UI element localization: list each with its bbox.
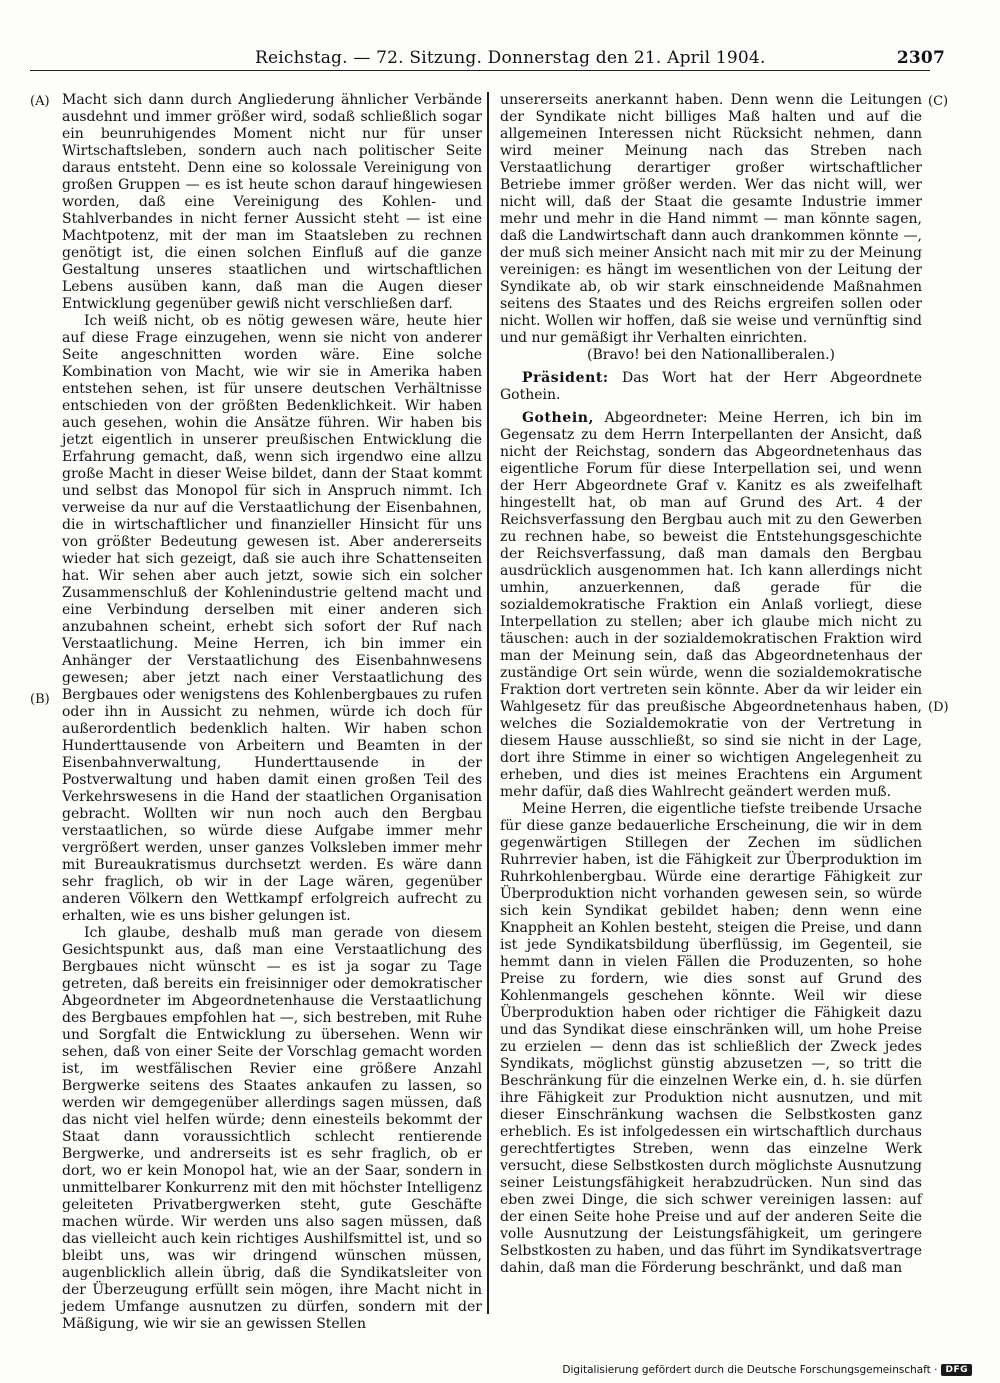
gothein-speech: [500, 410, 922, 801]
margin-mark-c: (C): [928, 94, 949, 109]
paragraph: Ich weiß nicht, ob es nötig gewesen wäre, heute hier auf diese Frage einzugehen, wenn sie nicht von anderer Seite angeschnitten worden wäre. Eine solche Kombination von Macht, wie wir sie in Amerika haben entstehen sehen, ist für unsere deutschen Verhältnisse entschieden von der größten Bedenklichkeit. Wir haben auch gesehen, wohin die Ansätze führen. Wir haben bis jetzt eigentlich in unserer preußischen Entwicklung die Erfahrung gemacht, daß, wenn sich irgendwo eine allzu große Macht in dieser Weise bildet, dann der Staat kommt und selbst das Monopol für sich in Anspruch nimmt. Ich verweise da nur auf die Verstaatlichung der Eisenbahnen, die in wirtschaftlicher und finanzieller Hinsicht für uns von größter Bedeutung gewesen ist. Aber andererseits wieder hat sich gezeigt, daß sie auch ihre Schattenseiten hat. Wir sehen aber auch jetzt, sowie sich ein solcher Zusammenschluß der Kohlenindustrie geltend macht und eine Verbindung derselben mit einer anderen sich anzubahnen scheint, erhebt sich sofort der Ruf nach Verstaatlichung. Meine Herren, ich bin immer ein Anhänger der Verstaatlichung des Eisenbahnwesens gewesen; aber jetzt nach einer Verstaatlichung des Bergbaues oder wenigstens des Kohlenbergbaues zu rufen oder ihn in Aussicht zu nehmen, würde ich doch für außerordentlich bedenklich halten. Wir haben schon Hunderttausende von Arbeitern und Beamten in der Eisenbahnverwaltung, Hunderttausende in der Postverwaltung und haben damit einen großen Teil des Verkehrswesens in die Hand der staatlichen Organisation gebracht. Wollten wir nun noch auch den Bergbau verstaatlichen, so würde diese Aufgabe immer mehr vergrößert werden, unser ganzes Volksleben immer mehr mit Bureaukratismus durchsetzt werden. Es wäre dann sehr fraglich, ob wir in der Lage wären, gegenüber anderen Völkern den Wettkampf erfolgreich aufrecht zu erhalten, wie es uns bisher gelungen ist.: [62, 313, 482, 924]
paragraph: Macht sich dann durch Angliederung ähnlicher Verbände ausdehnt und immer größer wird, sodaß schließlich sogar ein beunruhigendes Moment nicht nur für unser Wirtschaftsleben, sondern auch nach politischer Seite daraus entsteht. Denn eine so kolossale Vereinigung von großen Gruppen — es ist heute schon darauf hingewiesen worden, daß eine Vereinigung des Kohlen- und Stahlverbandes in nicht ferner Aussicht steht — ist eine Machtpotenz, mit der man im Staatsleben zu rechnen genötigt ist, die einen solchen Einfluß auf die ganze Gestaltung unseres staatlichen und wirtschaftlichen Lebens ausüben kann, daß man die Augen dieser Entwicklung gegenüber gewiß nicht verschließen darf.: [62, 92, 482, 312]
paragraph: Meine Herren, die eigentliche tiefste treibende Ursache für diese ganze bedauerliche Erscheinung, die wir in dem gegenwärtigen Stillegen der Zechen im südlichen Ruhrrevier haben, ist die Fähigkeit zur Überproduktion im Ruhrkohlenbergbau. Würde eine derartige Fähigkeit zur Überproduktion nicht vorhanden gewesen sein, so würde sich kein Syndikat gebildet haben; denn wenn eine Knappheit an Kohlen besteht, steigen die Preise, und dann ist jede Syndikatsbildung überflüssig, im Gegenteil, sie hemmt dann in vielen Fällen die Produzenten, so hohe Preise zu fordern, wie dies sonst auf Grund des Kohlenmangels geschehen könnte. Weil wir diese Überproduktion haben oder richtiger die Fähigkeit dazu und das Syndikat diese einschränken will, um hohe Preise zu erzielen — denn das ist schließlich der Zweck jedes Syndikats, möglichst günstig abzusetzen —, so tritt die Beschränkung für die einzelnen Werke ein, d. h. sie dürfen ihre Fähigkeit zur Produktion nicht ausnutzen, und mit dieser Einschränkung wachsen die Selbstkosten ganz erheblich. Es ist infolgedessen ein wirtschaftlich durchaus gerechtfertigtes Streben, wenn das einzelne Werk versucht, diese Selbstkosten durch möglichste Ausnutzung seiner Leistungsfähigkeit herabzudrücken. Nun sind das eben zwei Dinge, die sich schwer vereinigen lassen: auf der einen Seite hohe Preise und auf der anderen Seite die volle Ausnutzung der Leistungsfähigkeit, um geringere Selbstkosten zu haben, und das führt im Syndikatsvertrage dahin, daß man die Förderung beschränkt, und daß man: [500, 801, 922, 1276]
speech-text: Abgeordneter: Meine Herren, ich bin im Gegensatz zu dem Herrn Interpellanten der Ansicht, daß nicht der Reichstag, sondern das Abgeordnetenhaus das eigentliche Forum für diese Interpellation sei, und wenn der Herr Abgeordnete Graf v. Kanitz es als zweifelhaft hingestellt hat, ob man auf Grund des Art. 4 der Reichsverfassung den Bergbau auch mit zu den Gewerben zu rechnen habe, so beweist die Entstehungsgeschichte der Reichsverfassung, daß man damals den Bergbau ausdrücklich ausgenommen hat. Ich kann allerdings nicht umhin, anzuerkennen, daß gerade für die sozialdemokratische Fraktion ein Anlaß vorliegt, diese Interpellation zu stellen; aber ich glaube mich nicht zu täuschen: auch in der sozialdemokratischen Fraktion wird man der Meinung sein, daß das Abgeordnetenhaus der zuständige Ort sein würde, wenn die sozialdemokratische Fraktion dort vertreten sein könnte. Aber da wir leider ein Wahlgesetz für das preußische Abgeordnetenhaus haben, welches die Sozialdemokratie von der Vertretung in diesem Hause ausschließt, so sind sie nicht in der Lage, dort ihre Stimme in einer so wichtigen Angelegenheit zu erheben, und dies ist meines Erachtens ein Argument mehr dafür, daß dies Wahlrecht geändert werden muß.: [500, 410, 922, 800]
paragraph: Ich glaube, deshalb muß man gerade von diesem Gesichtspunkt aus, daß man eine Verstaatlichung des Bergbaues nicht wünscht — es ist ja sogar zu Tage getreten, daß bereits ein freisinniger oder demokratischer Abgeordneter im Abgeordnetenhause die Verstaatlichung des Bergbaues empfohlen hat —, sich bestreben, mit Ruhe und Sorgfalt die Entwicklung zu übersehen. Wenn wir sehen, daß von einer Seite der Vorschlag gemacht worden ist, im westfälischen Revier eine größere Anzahl Bergwerke seitens des Staates ankaufen zu lassen, so werden wir demgegenüber allerdings sagen müssen, daß das nicht viel helfen würde; denn einesteils bekommt der Staat dann voraussichtlich schlecht rentierende Bergwerke, und andrerseits ist es sehr fraglich, ob er dort, wo er kein Monopol hat, wie an der Saar, sondern in unmittelbarer Konkurrenz mit den mit höchster Intelligenz geleiteten Privatbergwerken steht, gute Geschäfte machen würde. Wir werden uns also sagen müssen, daß das vielleicht auch kein richtiges Aushilfsmittel ist, und so bleibt uns, was wir dringend wünschen müssen, augenblicklich allein übrig, daß die Syndikatsleiter von der Überzeugung erfüllt sein mögen, ihre Macht nicht in jedem Umfange ausnutzen zu dürfen, sondern mit der Mäßigung, wie wir sie an gewissen Stellen: [62, 925, 482, 1332]
right-column: [500, 92, 922, 1314]
applause-note: (Bravo! bei den Nationalliberalen.): [587, 347, 835, 363]
margin-mark-b: (B): [30, 692, 50, 707]
paragraph: unsererseits anerkannt haben. Denn wenn die Leitungen der Syndikate nicht billiges Maß halten und auf die allgemeinen Interessen nicht Rücksicht nehmen, dann wird meiner Meinung nach das Streben nach Verstaatlichung derartiger großer wirtschaftlicher Betriebe immer größer werden. Wer das nicht will, wer nicht will, daß der Staat die gesamte Industrie immer mehr und mehr in die Hand nimmt — man könnte sagen, daß die Landwirtschaft dann auch drankommen könnte —, der muß sich meiner Ansicht nach mit mir zu der Meinung vereinigen: es hängt im wesentlichen von der Leitung der Syndikate ab, ob wir stark einschneidende Maßnahmen seitens des Staates und des Reichs ergreifen sollen oder nicht. Wollen wir hoffen, daß sie weise und vernünftig sind und nur gemäßigt ihr Verhalten einrichten.: [500, 92, 922, 346]
footer-text: Digitalisierung gefördert durch die Deutsche Forschungsgemeinschaft ·: [562, 1364, 938, 1376]
column-divider: [487, 92, 489, 1314]
running-header: [30, 44, 945, 71]
dfg-logo: DFG: [941, 1364, 972, 1376]
page-number: 2307: [896, 48, 945, 68]
margin-mark-a: (A): [30, 94, 50, 109]
margin-mark-d: (D): [928, 700, 949, 715]
president-statement: [500, 370, 922, 404]
speaker-name: Präsident:: [522, 370, 609, 386]
footer-credit: [562, 1362, 972, 1378]
speaker-name: Gothein,: [522, 410, 595, 426]
statement-text: Das Wort hat der Herr Abgeordnete Gothein.: [500, 370, 922, 403]
running-title: Reichstag. — 72. Sitzung. Donnerstag den 21. April 1904.: [255, 48, 766, 68]
left-column: [62, 92, 482, 1332]
